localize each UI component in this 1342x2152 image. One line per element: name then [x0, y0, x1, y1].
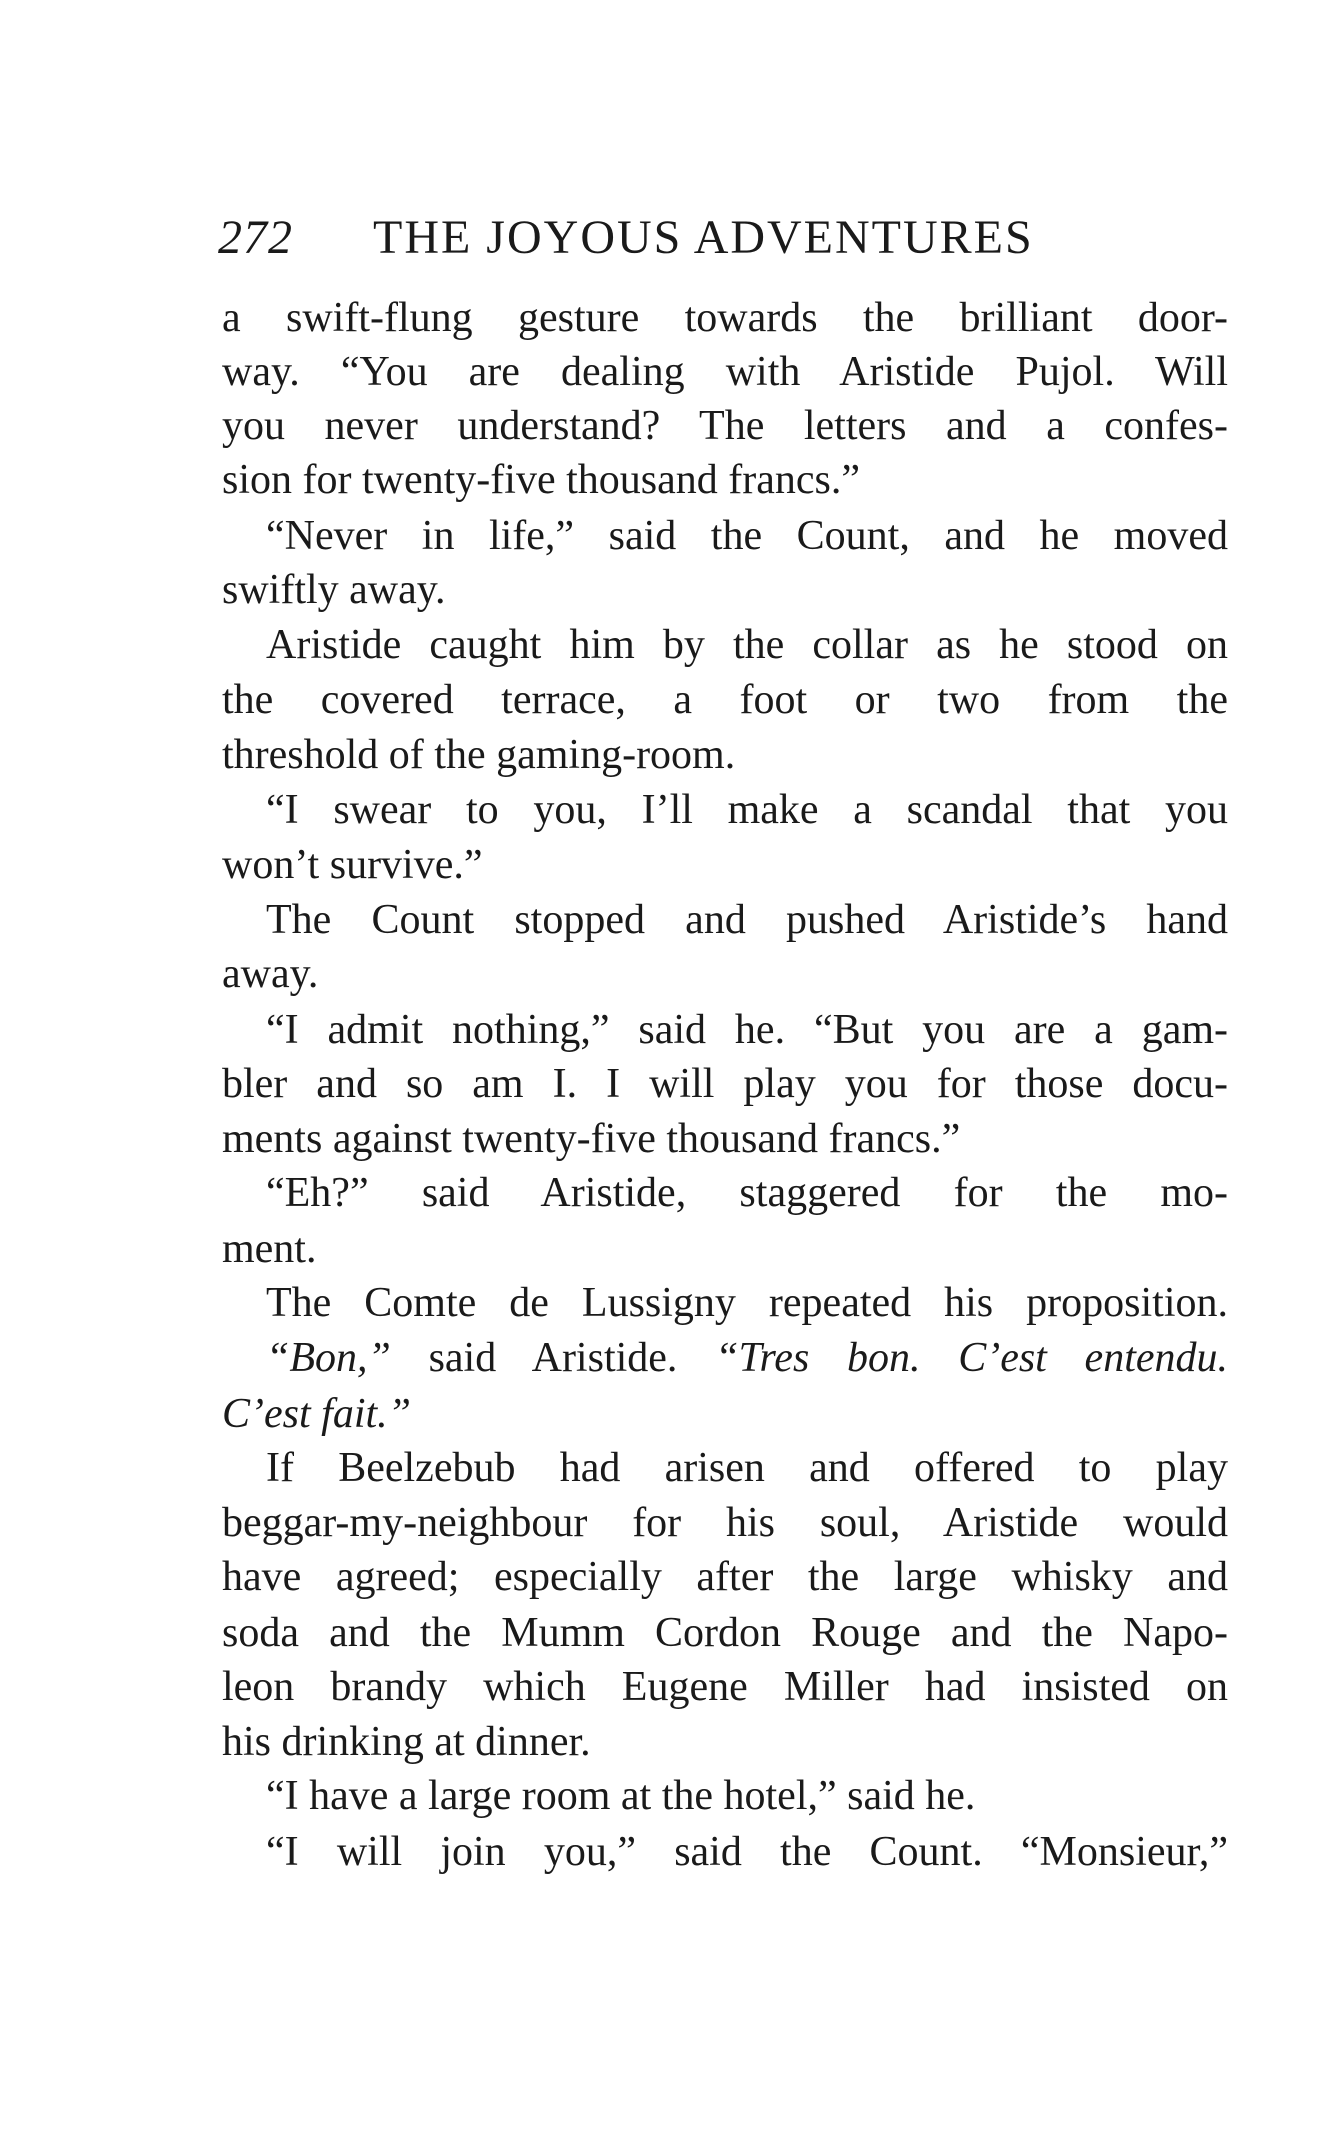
text-line: bler and so am I. I will play you for those docu-: [222, 1061, 1228, 1107]
text-line: C’est fait.”: [222, 1391, 412, 1437]
text-line: Aristide caught him by the collar as he stood on: [266, 622, 1228, 668]
text-line: a swift-flung gesture towards the brilliant door-: [222, 295, 1228, 341]
text-line: threshold of the gaming-room.: [222, 732, 736, 778]
text-line: have agreed; especially after the large whisky and: [222, 1554, 1228, 1600]
text-line: you never understand? The letters and a confes-: [222, 403, 1228, 449]
text-line: “I swear to you, I’ll make a scandal that you: [266, 787, 1228, 833]
text-line: ments against twenty-five thousand francs.”: [222, 1116, 961, 1162]
running-title: THE JOYOUS ADVENTURES: [373, 211, 1034, 264]
text-line: “Never in life,” said the Count, and he moved: [266, 513, 1228, 559]
text-line: beggar-my-neighbour for his soul, Aristide would: [222, 1500, 1228, 1546]
text-line: sion for twenty-five thousand francs.”: [222, 457, 860, 503]
text-line: “I admit nothing,” said he. “But you are a gam-: [266, 1007, 1228, 1053]
italic-phrase: “Tres bon. C’est entendu.: [715, 1335, 1228, 1381]
page-header: [218, 208, 1228, 268]
text-line: his drinking at dinner.: [222, 1719, 591, 1765]
text-phrase: said Aristide.: [390, 1335, 716, 1381]
text-line: ment.: [222, 1226, 317, 1272]
text-line: “I will join you,” said the Count. “Monsieur,”: [266, 1829, 1228, 1875]
text-line: The Comte de Lussigny repeated his proposition.: [266, 1280, 1228, 1326]
text-line: The Count stopped and pushed Aristide’s hand: [266, 897, 1228, 943]
text-line: swiftly away.: [222, 567, 446, 613]
text-line: way. “You are dealing with Aristide Pujol. Will: [222, 349, 1228, 395]
text-line: away.: [222, 951, 319, 997]
text-line: won’t survive.”: [222, 842, 483, 888]
text-line: soda and the Mumm Cordon Rouge and the Napo-: [222, 1610, 1228, 1656]
page-number: 272: [218, 211, 293, 264]
text-line: “I have a large room at the hotel,” said he.: [266, 1773, 976, 1819]
text-line: leon brandy which Eugene Miller had insisted on: [222, 1664, 1228, 1710]
text-line-mixed: [222, 1331, 1228, 1386]
italic-phrase: “Bon,”: [266, 1335, 391, 1381]
text-line: If Beelzebub had arisen and offered to play: [266, 1445, 1228, 1491]
text-line: “Eh?” said Aristide, staggered for the mo-: [266, 1170, 1228, 1216]
text-line: the covered terrace, a foot or two from the: [222, 677, 1228, 723]
